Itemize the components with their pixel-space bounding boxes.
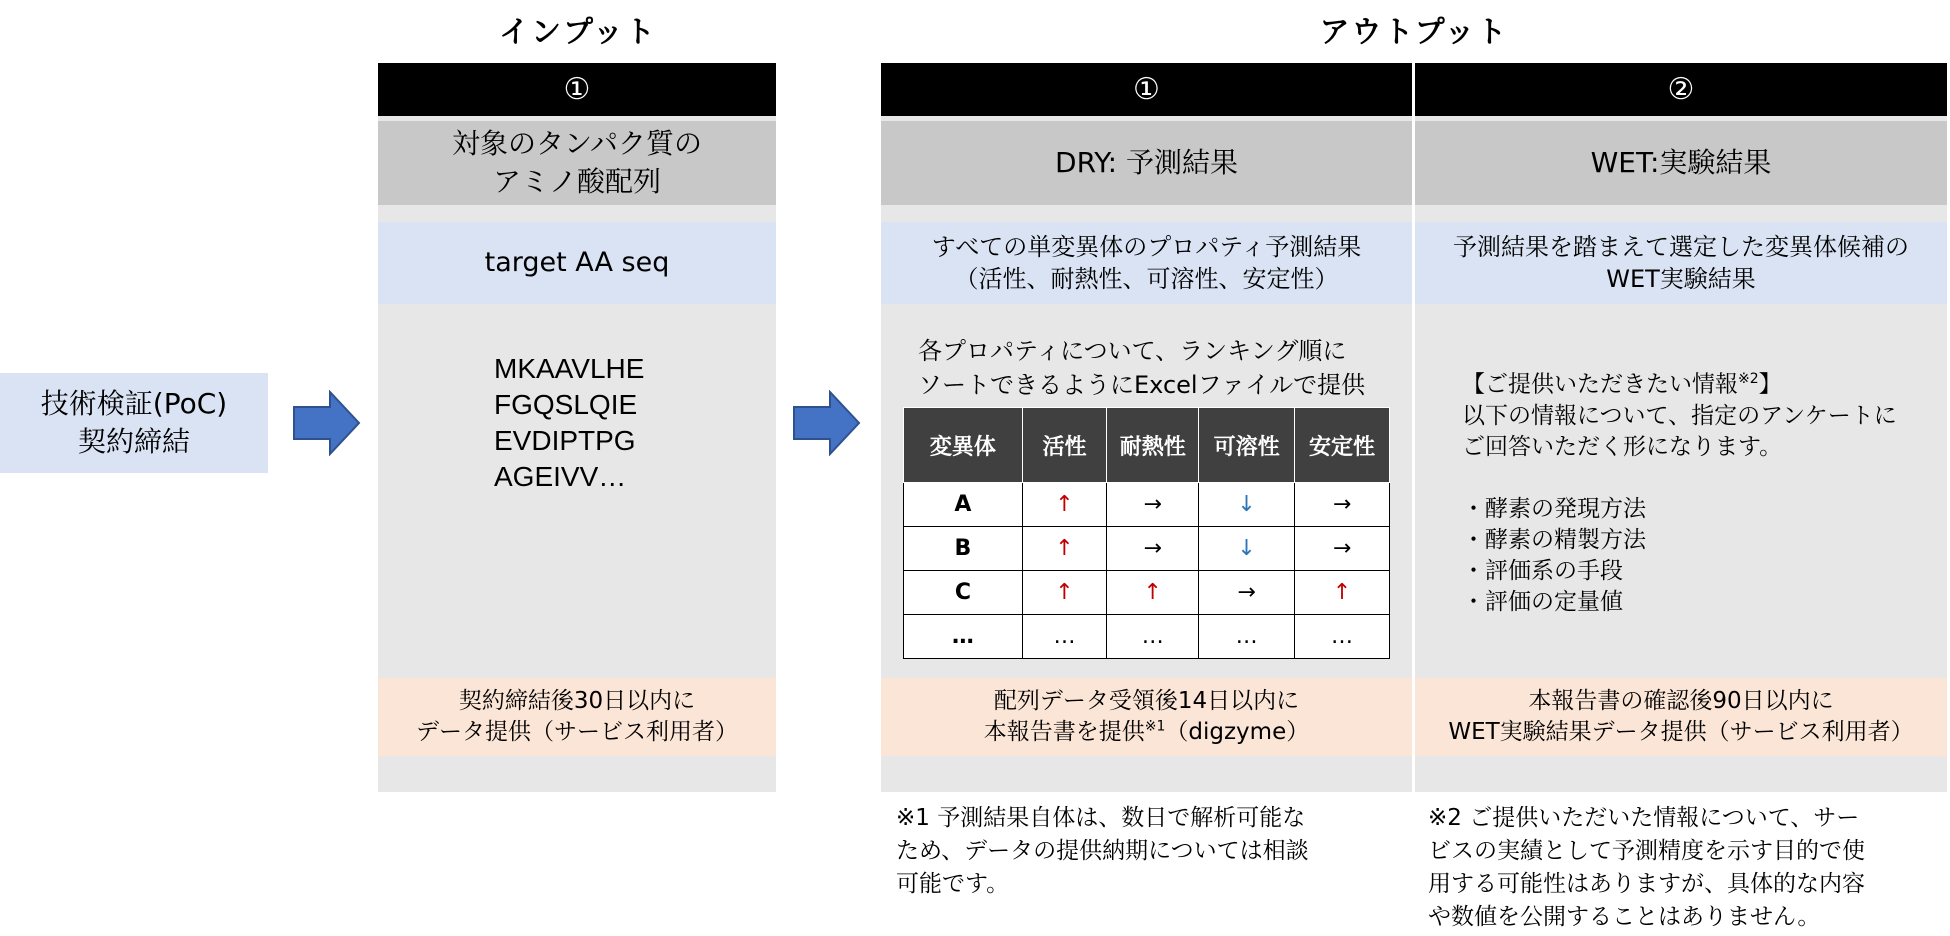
property-trend-cell: … bbox=[1022, 615, 1106, 659]
property-trend-cell: ↓ bbox=[1199, 527, 1295, 571]
footnote-marker: ※2 bbox=[1738, 371, 1759, 387]
description-line: すべての単変異体のプロパティ予測結果 bbox=[931, 232, 1362, 261]
property-trend-cell: → bbox=[1107, 527, 1199, 571]
wet-col-number: ② bbox=[1415, 63, 1947, 116]
footnote-2 bbox=[1428, 802, 1943, 934]
property-trend-cell: → bbox=[1295, 527, 1390, 571]
dry-col-description bbox=[881, 222, 1412, 304]
dry-col-subhead: DRY: 予測結果 bbox=[881, 121, 1412, 205]
output-section-title: アウトプット bbox=[1319, 15, 1509, 50]
subhead-line: 対象のタンパク質の bbox=[451, 127, 703, 161]
detail-line: 各プロパティについて、ランキング順に bbox=[918, 337, 1347, 365]
property-trend-cell: ↑ bbox=[1022, 527, 1106, 571]
input-col-number: ① bbox=[378, 63, 776, 116]
deadline-line: 配列データ受領後14日以内に bbox=[993, 687, 1300, 714]
wet-col-description bbox=[1415, 222, 1947, 304]
footnote-line: ビスの実績として予測精度を示す目的で使 bbox=[1428, 838, 1865, 864]
property-trend-cell: ↑ bbox=[1107, 571, 1199, 615]
variant-name-cell: A bbox=[904, 483, 1023, 527]
deadline-text: 本報告書を提供 bbox=[983, 719, 1145, 745]
table-header: 可溶性 bbox=[1199, 408, 1295, 483]
detail-line: ソートできるようにExcelファイルで提供 bbox=[918, 371, 1366, 399]
input-col-subhead bbox=[378, 121, 776, 205]
info-spacer bbox=[1462, 463, 1932, 494]
info-bullet: ・評価系の手段 bbox=[1462, 557, 1623, 584]
description-line: WET実験結果 bbox=[1606, 265, 1756, 293]
info-line: 以下の情報について、指定のアンケートに bbox=[1462, 402, 1897, 429]
wet-col-subhead: WET:実験結果 bbox=[1415, 121, 1947, 205]
variant-name-cell: C bbox=[904, 571, 1023, 615]
footnote-line: ため、データの提供納期については相談 bbox=[896, 838, 1309, 864]
property-trend-cell: … bbox=[1199, 615, 1295, 659]
sequence-line: MKAAVLHE bbox=[494, 353, 645, 384]
amino-acid-sequence bbox=[494, 351, 754, 495]
property-trend-cell: → bbox=[1199, 571, 1295, 615]
deadline-line: WET実験結果データ提供（サービス利用者） bbox=[1448, 719, 1914, 745]
description-line: （活性、耐熱性、可溶性、安定性） bbox=[954, 265, 1339, 293]
deadline-text: （digzyme） bbox=[1165, 719, 1310, 745]
info-line: ご回答いただく形になります。 bbox=[1462, 433, 1783, 460]
property-trend-cell: → bbox=[1107, 483, 1199, 527]
footnote-1 bbox=[896, 802, 1406, 901]
footnote-line: 用する可能性はありますが、具体的な内容 bbox=[1428, 871, 1865, 897]
info-title bbox=[1462, 364, 1932, 401]
right-arrow-icon bbox=[292, 390, 362, 456]
wet-col-deadline bbox=[1415, 678, 1947, 756]
sequence-line: FGQSLQIE bbox=[494, 389, 638, 420]
table-row bbox=[904, 483, 1390, 527]
dry-col-detail bbox=[918, 334, 1398, 402]
property-trend-cell: → bbox=[1295, 483, 1390, 527]
property-trend-cell: ↑ bbox=[1022, 483, 1106, 527]
footnote-line: 可能です。 bbox=[896, 871, 1010, 897]
property-trend-cell: … bbox=[1295, 615, 1390, 659]
footnote-line: ※1 予測結果自体は、数日で解析可能な bbox=[896, 805, 1306, 831]
description-line: 予測結果を踏まえて選定した変異体候補の bbox=[1453, 232, 1909, 261]
poc-line: 契約締結 bbox=[77, 425, 190, 458]
subhead-line: アミノ酸配列 bbox=[492, 165, 661, 198]
property-trend-cell: … bbox=[1107, 615, 1199, 659]
info-bullet: ・酵素の発現方法 bbox=[1462, 495, 1646, 522]
requested-info bbox=[1462, 364, 1932, 618]
sequence-line: AGEIVV… bbox=[494, 461, 627, 492]
input-col-description: target AA seq bbox=[378, 222, 776, 304]
info-bullet: ・酵素の精製方法 bbox=[1462, 526, 1646, 553]
property-trend-cell: ↑ bbox=[1022, 571, 1106, 615]
dry-col-deadline bbox=[881, 678, 1412, 756]
table-row bbox=[904, 527, 1390, 571]
sequence-line: EVDIPTPG bbox=[494, 425, 636, 456]
table-header-row bbox=[904, 408, 1390, 483]
table-row bbox=[904, 571, 1390, 615]
table-header: 耐熱性 bbox=[1107, 408, 1199, 483]
property-trend-cell: ↑ bbox=[1295, 571, 1390, 615]
property-trend-cell: ↓ bbox=[1199, 483, 1295, 527]
poc-contract-box bbox=[0, 373, 268, 473]
footnote-marker: ※1 bbox=[1144, 718, 1166, 735]
poc-line: 技術検証(PoC) bbox=[40, 387, 228, 421]
footnote-line: ※2 ご提供いただいた情報について、サー bbox=[1428, 805, 1860, 831]
input-col-deadline bbox=[378, 678, 776, 756]
deadline-line: 本報告書の確認後90日以内に bbox=[1528, 687, 1834, 714]
table-header: 安定性 bbox=[1295, 408, 1390, 483]
info-title-text: 】 bbox=[1758, 371, 1782, 398]
table-row bbox=[904, 615, 1390, 659]
table-header: 変異体 bbox=[904, 408, 1023, 483]
deadline-line: データ提供（サービス利用者） bbox=[416, 719, 738, 745]
variant-name-cell: … bbox=[904, 615, 1023, 659]
table-header: 活性 bbox=[1022, 408, 1106, 483]
info-title-text: 【ご提供いただきたい情報 bbox=[1462, 371, 1738, 398]
prediction-table bbox=[903, 407, 1390, 659]
variant-name-cell: B bbox=[904, 527, 1023, 571]
deadline-line bbox=[984, 717, 1309, 748]
right-arrow-icon bbox=[792, 390, 862, 456]
info-bullet: ・評価の定量値 bbox=[1462, 588, 1623, 615]
input-section-title: インプット bbox=[499, 15, 657, 50]
footnote-line: や数値を公開することはありません。 bbox=[1428, 904, 1821, 930]
dry-col-number: ① bbox=[881, 63, 1412, 116]
deadline-line: 契約締結後30日以内に bbox=[458, 687, 696, 714]
